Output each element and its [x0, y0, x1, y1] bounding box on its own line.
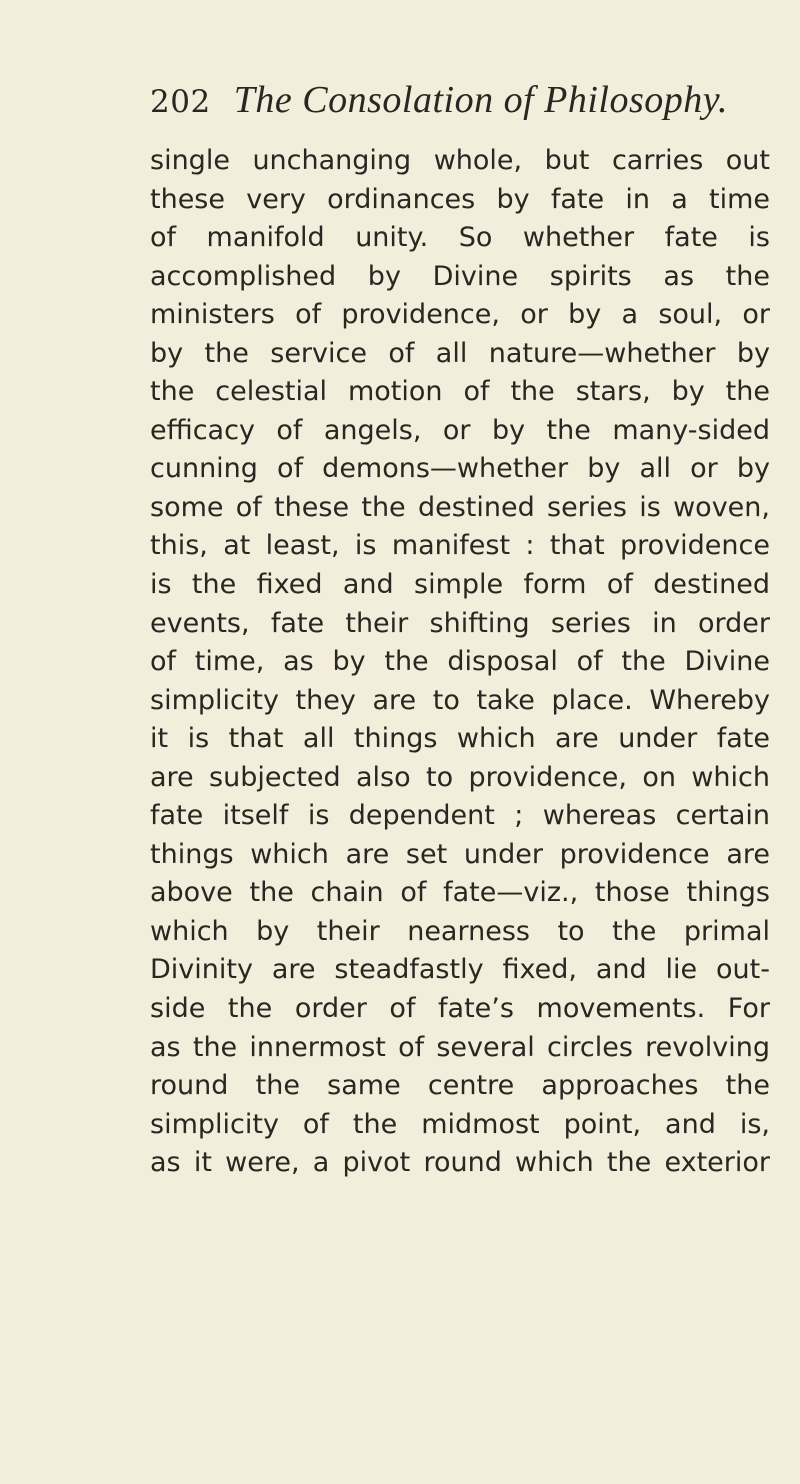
- text-line: events, fate their shifting series in order: [150, 607, 770, 639]
- body-text: [150, 142, 770, 1183]
- text-line: ministers of providence, or by a soul, or: [150, 299, 770, 331]
- text-line: simplicity they are to take place. Whereby: [150, 684, 770, 716]
- text-line: accomplished by Divine spirits as the: [150, 260, 770, 292]
- text-line: Divinity are steadfastly fixed, and lie out-: [150, 954, 770, 986]
- running-head-title: The Consolation of Philosophy.: [233, 79, 729, 121]
- text-line: is the fixed and simple form of destined: [150, 569, 770, 601]
- text-line: of manifold unity. So whether fate is: [150, 222, 770, 254]
- text-line: of time, as by the disposal of the Divine: [150, 646, 770, 678]
- text-line: these very ordinances by fate in a time: [150, 183, 770, 215]
- text-line: by the service of all nature—whether by: [150, 337, 770, 369]
- text-line: efficacy of angels, or by the many-sided: [150, 414, 770, 446]
- text-line: it is that all things which are under fate: [150, 723, 770, 755]
- text-line: things which are set under providence are: [150, 838, 770, 870]
- text-line: single unchanging whole, but carries out: [150, 145, 770, 176]
- text-line: above the chain of fate—viz., those things: [150, 877, 770, 909]
- text-line: round the same centre approaches the: [150, 1070, 770, 1102]
- text-line: fate itself is dependent ; whereas certain: [150, 800, 770, 832]
- text-line: some of these the destined series is woven,: [150, 491, 770, 523]
- page-number: 202: [150, 84, 211, 120]
- text-line: cunning of demons—whether by all or by: [150, 453, 770, 485]
- text-line: this, at least, is manifest : that providence: [150, 530, 770, 562]
- text-line: which by their nearness to the primal: [150, 915, 770, 947]
- text-line: the celestial motion of the stars, by the: [150, 376, 770, 408]
- page-header: [150, 78, 750, 128]
- text-line: side the order of fate’s movements. For: [150, 993, 770, 1025]
- text-line: as it were, a pivot round which the exterior: [150, 1147, 770, 1179]
- text-line: as the innermost of several circles revolving: [150, 1031, 770, 1063]
- text-line: are subjected also to providence, on which: [150, 761, 770, 793]
- text-line: simplicity of the midmost point, and is,: [150, 1108, 770, 1140]
